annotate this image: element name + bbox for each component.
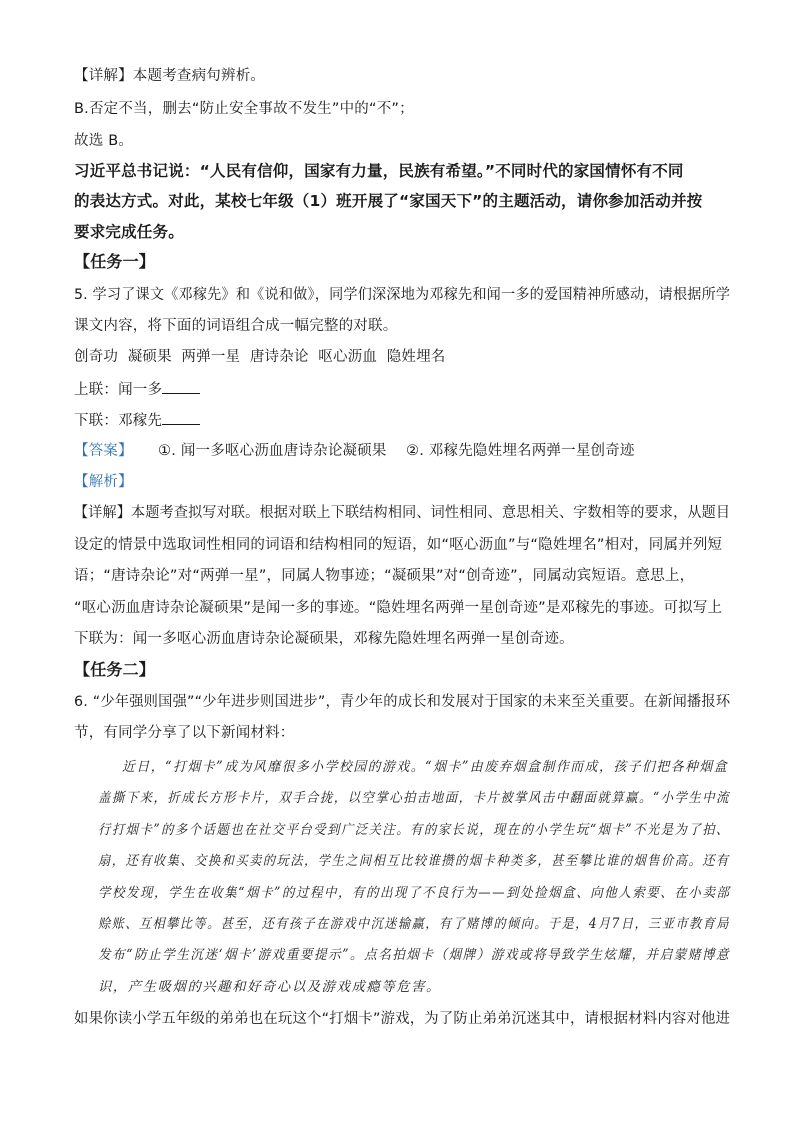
upper-blank (162, 379, 200, 394)
q5-detail-line: 下联为：闻一多呕心沥血唐诗杂论凝硕果，邓稼先隐姓埋名两弹一星创奇迹。 (74, 631, 574, 647)
answer-1: ①. 闻一多呕心沥血唐诗杂论凝硕果 (158, 443, 387, 459)
news-line: 赊账、互相攀比等。甚至，还有孩子在游戏中沉迷输赢，有了赌博的倾向。于是，4月7日，三亚市教育局 (98, 916, 730, 932)
q4-b-note: B.否定不当，删去“防止安全事故不发生”中的“不”； (74, 101, 414, 117)
q5-detail-line: 【详解】本题考查拟写对联。根据对联上下联结构相同、词性相同、意思相关、字数相等的要求，从题目 (74, 505, 731, 521)
answer-2: ②. 邓稼先隐姓埋名两弹一星创奇迹 (406, 443, 635, 459)
upper-couplet: 上联：闻一多 (74, 379, 200, 400)
q5-detail-line: 设定的情景中选取词性相同的词语和结构相同的短语，如“呕心沥血”与“隐姓埋名”相对，同属并列短 (74, 537, 723, 553)
news-line: 行打烟卡”的多个话题也在社交平台受到广泛关注。有的家长说，现在的小学生玩“烟卡”不光是为了拍、 (98, 822, 730, 838)
task1-title: 【任务一】 (74, 252, 156, 271)
q5-line: 5. 学习了课文《邓稼先》和《说和做》，同学们深深地为邓稼先和闻一多的爱国精神所感动，请根据所学 (74, 287, 731, 303)
q6-line: 6. “少年强则国强”“少年进步则国进步”，青少年的成长和发展对于国家的未来至关重要。在新闻播报环 (74, 694, 731, 710)
lower-couplet: 下联：邓稼先 (74, 410, 200, 431)
news-line: 盖撕下来，折成长方形卡片，双手合拢，以空掌心拍击地面，卡片被掌风击中翻面就算赢。“小学生中流 (98, 790, 730, 806)
q5-line: 课文内容，将下面的词语组合成一幅完整的对联。 (74, 318, 398, 334)
answer-label: 【答案】 (74, 443, 133, 459)
q5-detail-line: “呕心沥血唐诗杂论凝硕果”是闻一多的事迹。“隐姓埋名两弹一星创奇迹”是邓稼先的事迹。可拟写上 (74, 600, 723, 616)
news-line: 学校发现，学生在收集“烟卡”的过程中，有的出现了不良行为——到处捡烟盒、向他人索要、在小卖部 (98, 885, 731, 901)
news-line: 识，产生吸烟的兴趣和好奇心以及游戏成瘾等危害。 (98, 979, 441, 995)
q5-detail-line: 语；“唐诗杂论”对“两弹一星”，同属人物事迹；“凝硕果”对“创奇迹”，同属动宾短语。意思上， (74, 568, 695, 584)
q6-follow: 如果你读小学五年级的弟弟也在玩这个“打烟卡”游戏，为了防止弟弟沉迷其中，请根据材料内容对他进 (74, 1011, 731, 1027)
intro-line: 习近平总书记说：“人民有信仰，国家有力量，民族有希望。”不同时代的家国情怀有不同 (74, 162, 684, 180)
analysis-label: 【解析】 (74, 474, 133, 490)
lower-blank (162, 410, 200, 425)
q6-line: 节，有同学分享了以下新闻材料： (74, 725, 295, 741)
news-line: 扇，还有收集、交换和买卖的玩法，学生之间相互比较谁攒的烟卡种类多，甚至攀比谁的烟售价高。还有 (98, 853, 730, 869)
task2-title: 【任务二】 (74, 660, 156, 679)
q4-detail: 【详解】本题考查病句辨析。 (74, 68, 266, 84)
intro-line: 要求完成任务。 (74, 223, 184, 241)
q5-words: 创奇功 凝硕果 两弹一星 唐诗杂论 呕心沥血 隐姓埋名 (74, 349, 446, 365)
news-line: 发布“防止学生沉迷‘烟卡’游戏重要提示”。点名拍烟卡（烟牌）游戏或将导致学生炫耀，并启蒙赌博意 (98, 947, 731, 963)
q4-choose: 故选 B。 (74, 133, 134, 149)
news-line: 近日，“打烟卡”成为风靡很多小学校园的游戏。“烟卡”由废弃烟盒制作而成，孩子们把各种烟盒 (122, 759, 729, 775)
intro-line: 的表达方式。对此，某校七年级（1）班开展了“家国天下”的主题活动，请你参加活动并按 (74, 192, 703, 210)
